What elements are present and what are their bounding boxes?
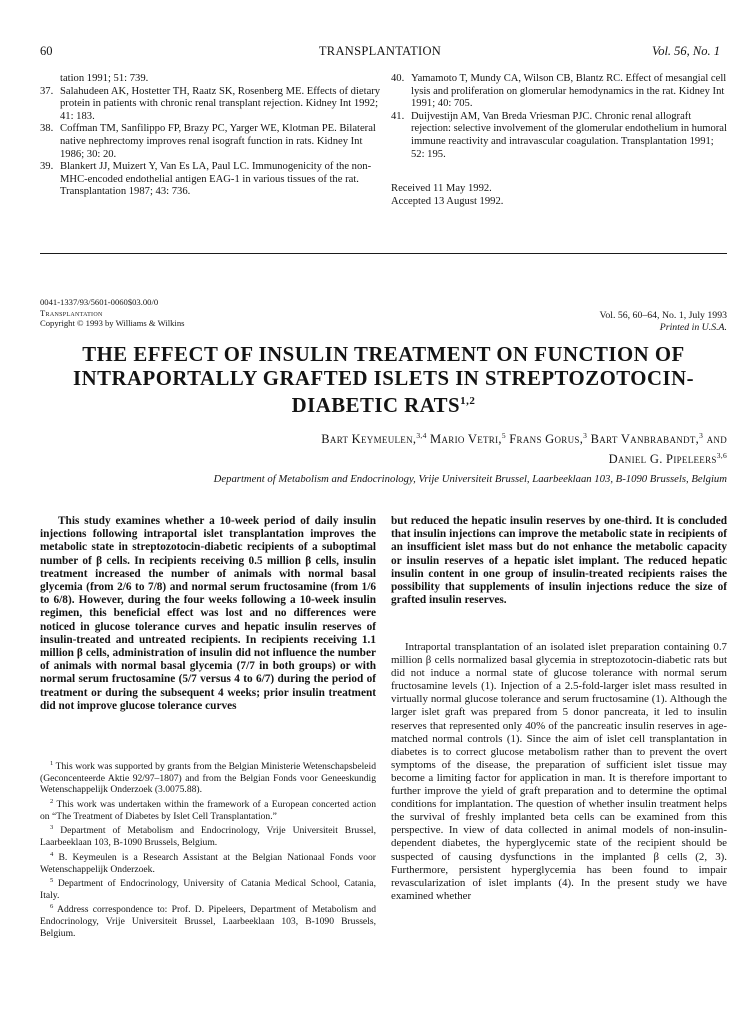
footnote [40,849,376,875]
reference-continuation: tation 1991; 51: 739. [60,73,149,84]
reference-number: 40. [391,73,405,84]
received-date: Received 11 May 1992. [391,183,492,194]
author-name: Mario Vetri, [426,432,502,447]
reference-item [391,111,727,161]
reference-item [40,161,386,199]
footnote-mark: 2 [50,797,54,805]
author-name: Daniel G. Pipeleers [608,451,717,466]
references-left [40,73,386,199]
footnote-mark: 3 [50,824,54,832]
section-divider [40,253,727,254]
journal-name: TRANSPLANTATION [318,44,442,58]
footnote-mark: 4 [50,850,54,858]
author-mark: 3 [583,431,588,440]
footnote [40,822,376,848]
reference-number: 41. [391,110,405,122]
issue-info: Vol. 56, 60–64, No. 1, July 1993 [599,310,727,321]
reference-text: Salahudeen AK, Hostetter TH, Raatz SK, Rosenberg ME. Effects of dietary protein in patients with chronic renal transplant rejection. Kidney Int 1992; 41: 183. [60,85,381,122]
footnote-text: Department of Endocrinology, University of Catania Medical School, Catania, Italy. [40,878,376,901]
body-introduction: Intraportal transplantation of an isolated islet preparation containing 0.7 million β cells normalized basal glycemia in streptozotocin-diabetic rats but did not induce a normal state of glucose tolerance with normal serum fructosamine levels (1). Injection of a 2.5-fold-larger islet mass resulted in virtually normal glucose tolerance and serum fructosamine (1). Although the larger islet graft was prepared from 5 donor pancreata, it led to insulin reserves that represented only 40% of the pancreatic insulin reserves in age-matched normal controls (1). Since the aim of islet cell transplantation in diabetes is to correct glucose metabolism rather than to prevent the overt symptoms of the disease, the preparation of sufficient islet tissue may become a limiting factor for application in man. It is therefore important to further improve the yield of graft preparation and to determine the optimal conditions for implantation. The question of whether insulin treatment helps the survival of freshly implanted beta cells can be examined from this perspective. In view of data collected in animal models of non-insulin-dependent diabetes, the hyperglycemic state of the recipient should be suspected of causing dysfunctions in the implanted β cells (2, 3). Furthermore, persistent hyperglycemia has been found to impair revascularization of islet implants (4). In the present study we have examined whether [391,641,727,902]
footnote-mark: 5 [50,877,54,885]
author-line [200,448,727,468]
affiliation: Department of Metabolism and Endocrinology, Vrije Universiteit Brussel, Laarbeeklaan 103, B-1090 Brussels, Belgium [213,473,727,485]
footnote-text: Address correspondence to: Prof. D. Pipeleers, Department of Metabolism and Endocrinology, Vrije Universiteit Brussel, Laarbeeklaan 103, B-1090 Brussels, Belgium. [40,904,376,939]
article-code: 0041-1337/93/5601-0060$03.00/0 [40,297,159,307]
footnote [40,875,376,901]
footnote-text: This work was supported by grants from the Belgian Ministerie Wetenschapsbeleid (Geconcenteerde Aktie 92/97–1807) and from the Belgian Fonds voor Geneeskundig Wetenschappelijk Onderzoek (3.0075.88). [40,761,376,796]
author-line [200,428,727,448]
author-mark: 3,4 [416,431,427,440]
received-dates [391,182,727,208]
reference-text: Yamamoto T, Mundy CA, Wilson CB, Blantz RC. Effect of mesangial cell lysis and proliferation on glomerular hemodynamics in the rat. Kidney Int 1991; 40: 705. [411,73,727,110]
references-right [391,73,727,161]
volume-info: Vol. 56, No. 1 [651,44,720,58]
reference-item [391,73,727,111]
journal-label: Transplantation [40,307,103,318]
abstract-left: This study examines whether a 10-week period of daily insulin injections following intraportal islet transplantation improves the metabolic state in streptozotocin-diabetic recipients of a suboptimal number of β cells. In recipients receiving 0.5 million β cells, insulin treatment increased the number of animals with normal basal glycemia (from 2/6 to 7/8) and normal serum fructosamine (from 1/6 to 6/8). However, during the four weeks following a 10-week insulin regimen, this beneficial effect was lost and no differences were noticed in glucose tolerance curves and hepatic insulin reserves of insulin-treated and untreated recipients. In recipients receiving 1.1 million β cells, administration of insulin did not influence the number of animals with normal basal glycemia (7/7 in both groups) or with normal serum fructosamine (5/7 versus 4 to 6/7) during the period of treatment or during the subsequent 4 weeks; prior insulin treatment did not improve glucose tolerance curves [40,515,376,712]
footnote-text: Department of Metabolism and Endocrinology, Vrije Universiteit Brussel, Laarbeeklaan 103, B-1090 Brussels, Belgium. [40,825,376,849]
author-name: Frans Gorus, [505,432,584,447]
reference-text: Coffman TM, Sanfilippo FP, Brazy PC, Yarger WE, Klotman PE. Bilateral native nephrectomy improves renal isograft function in rats. Kidney Int 1986; 30: 20. [60,123,376,160]
printed-in: Printed in U.S.A. [659,321,727,333]
footnote-mark: 6 [50,903,54,911]
title-line: THE EFFECT OF INSULIN TREATMENT ON FUNCTION OF [82,343,685,366]
footnotes [40,758,376,939]
reference-number: 37. [40,85,54,97]
reference-item [40,86,386,124]
running-head [40,44,720,60]
reference-number: 38. [40,123,54,135]
reference-text: Duijvestijn AM, Van Breda Vriesman PJC. Chronic renal allograft rejection: selective involvement of the glomerular endothelium in humoral immune reactivity and intravascular coagulation. Transplantation 1991; 52: 195. [411,110,727,160]
author-list [200,428,727,467]
article-title [40,343,727,417]
footnote [40,901,376,939]
footnote-text: B. Keymeulen is a Research Assistant at the Belgian Nationaal Fonds voor Wetenschappelijk Onderzoek. [40,851,376,875]
author-mark: 3 [699,431,704,440]
footnote-mark: 1 [50,760,54,767]
reference-number: 39. [40,161,54,173]
author-name: Bart Keymeulen, [321,432,417,447]
reference-text: Blankert JJ, Muizert Y, Van Es LA, Paul LC. Immunogenicity of the non-MHC-encoded endothelial antigen EAG-1 in various tissues of the rat. Transplantation 1987; 43: 736. [60,161,372,198]
title-line-last [40,390,727,417]
abstract-right: but reduced the hepatic insulin reserves by one-third. It is concluded that insulin injections can improve the metabolic state in recipients of an insufficient islet mass but do not enhance the metabolic capacity or insulin reserves of a hepatic islet implant. The reduced hepatic insulin content in one group of insulin-treated recipients raises the possibility that supplements of insulin injections reduce the size of grafted insulin reserves. [391,515,727,607]
article-meta-right [440,310,727,333]
title-line: DIABETIC RATS [291,393,461,417]
reference-item [40,123,386,161]
copyright: Copyright © 1993 by Williams & Wilkins [40,318,185,329]
article-meta-left [40,297,184,329]
title-line: INTRAPORTALLY GRAFTED ISLETS IN STREPTOZOTOCIN- [72,366,695,390]
author-mark: 3,6 [716,450,727,460]
author-conjunction: and [703,432,727,447]
page-number: 60 [40,44,53,58]
footnote-text: This work was undertaken within the framework of a European concerted action on “The Treatment of Diabetes by Islet Cell Transplantation.” [40,799,376,822]
footnote [40,796,376,822]
accepted-date: Accepted 13 August 1992. [391,196,504,207]
title-footnote-mark: 1,2 [460,395,476,407]
author-name: Bart Vanbrabandt, [587,432,700,447]
footnote [40,758,376,796]
author-mark: 5 [501,431,506,440]
